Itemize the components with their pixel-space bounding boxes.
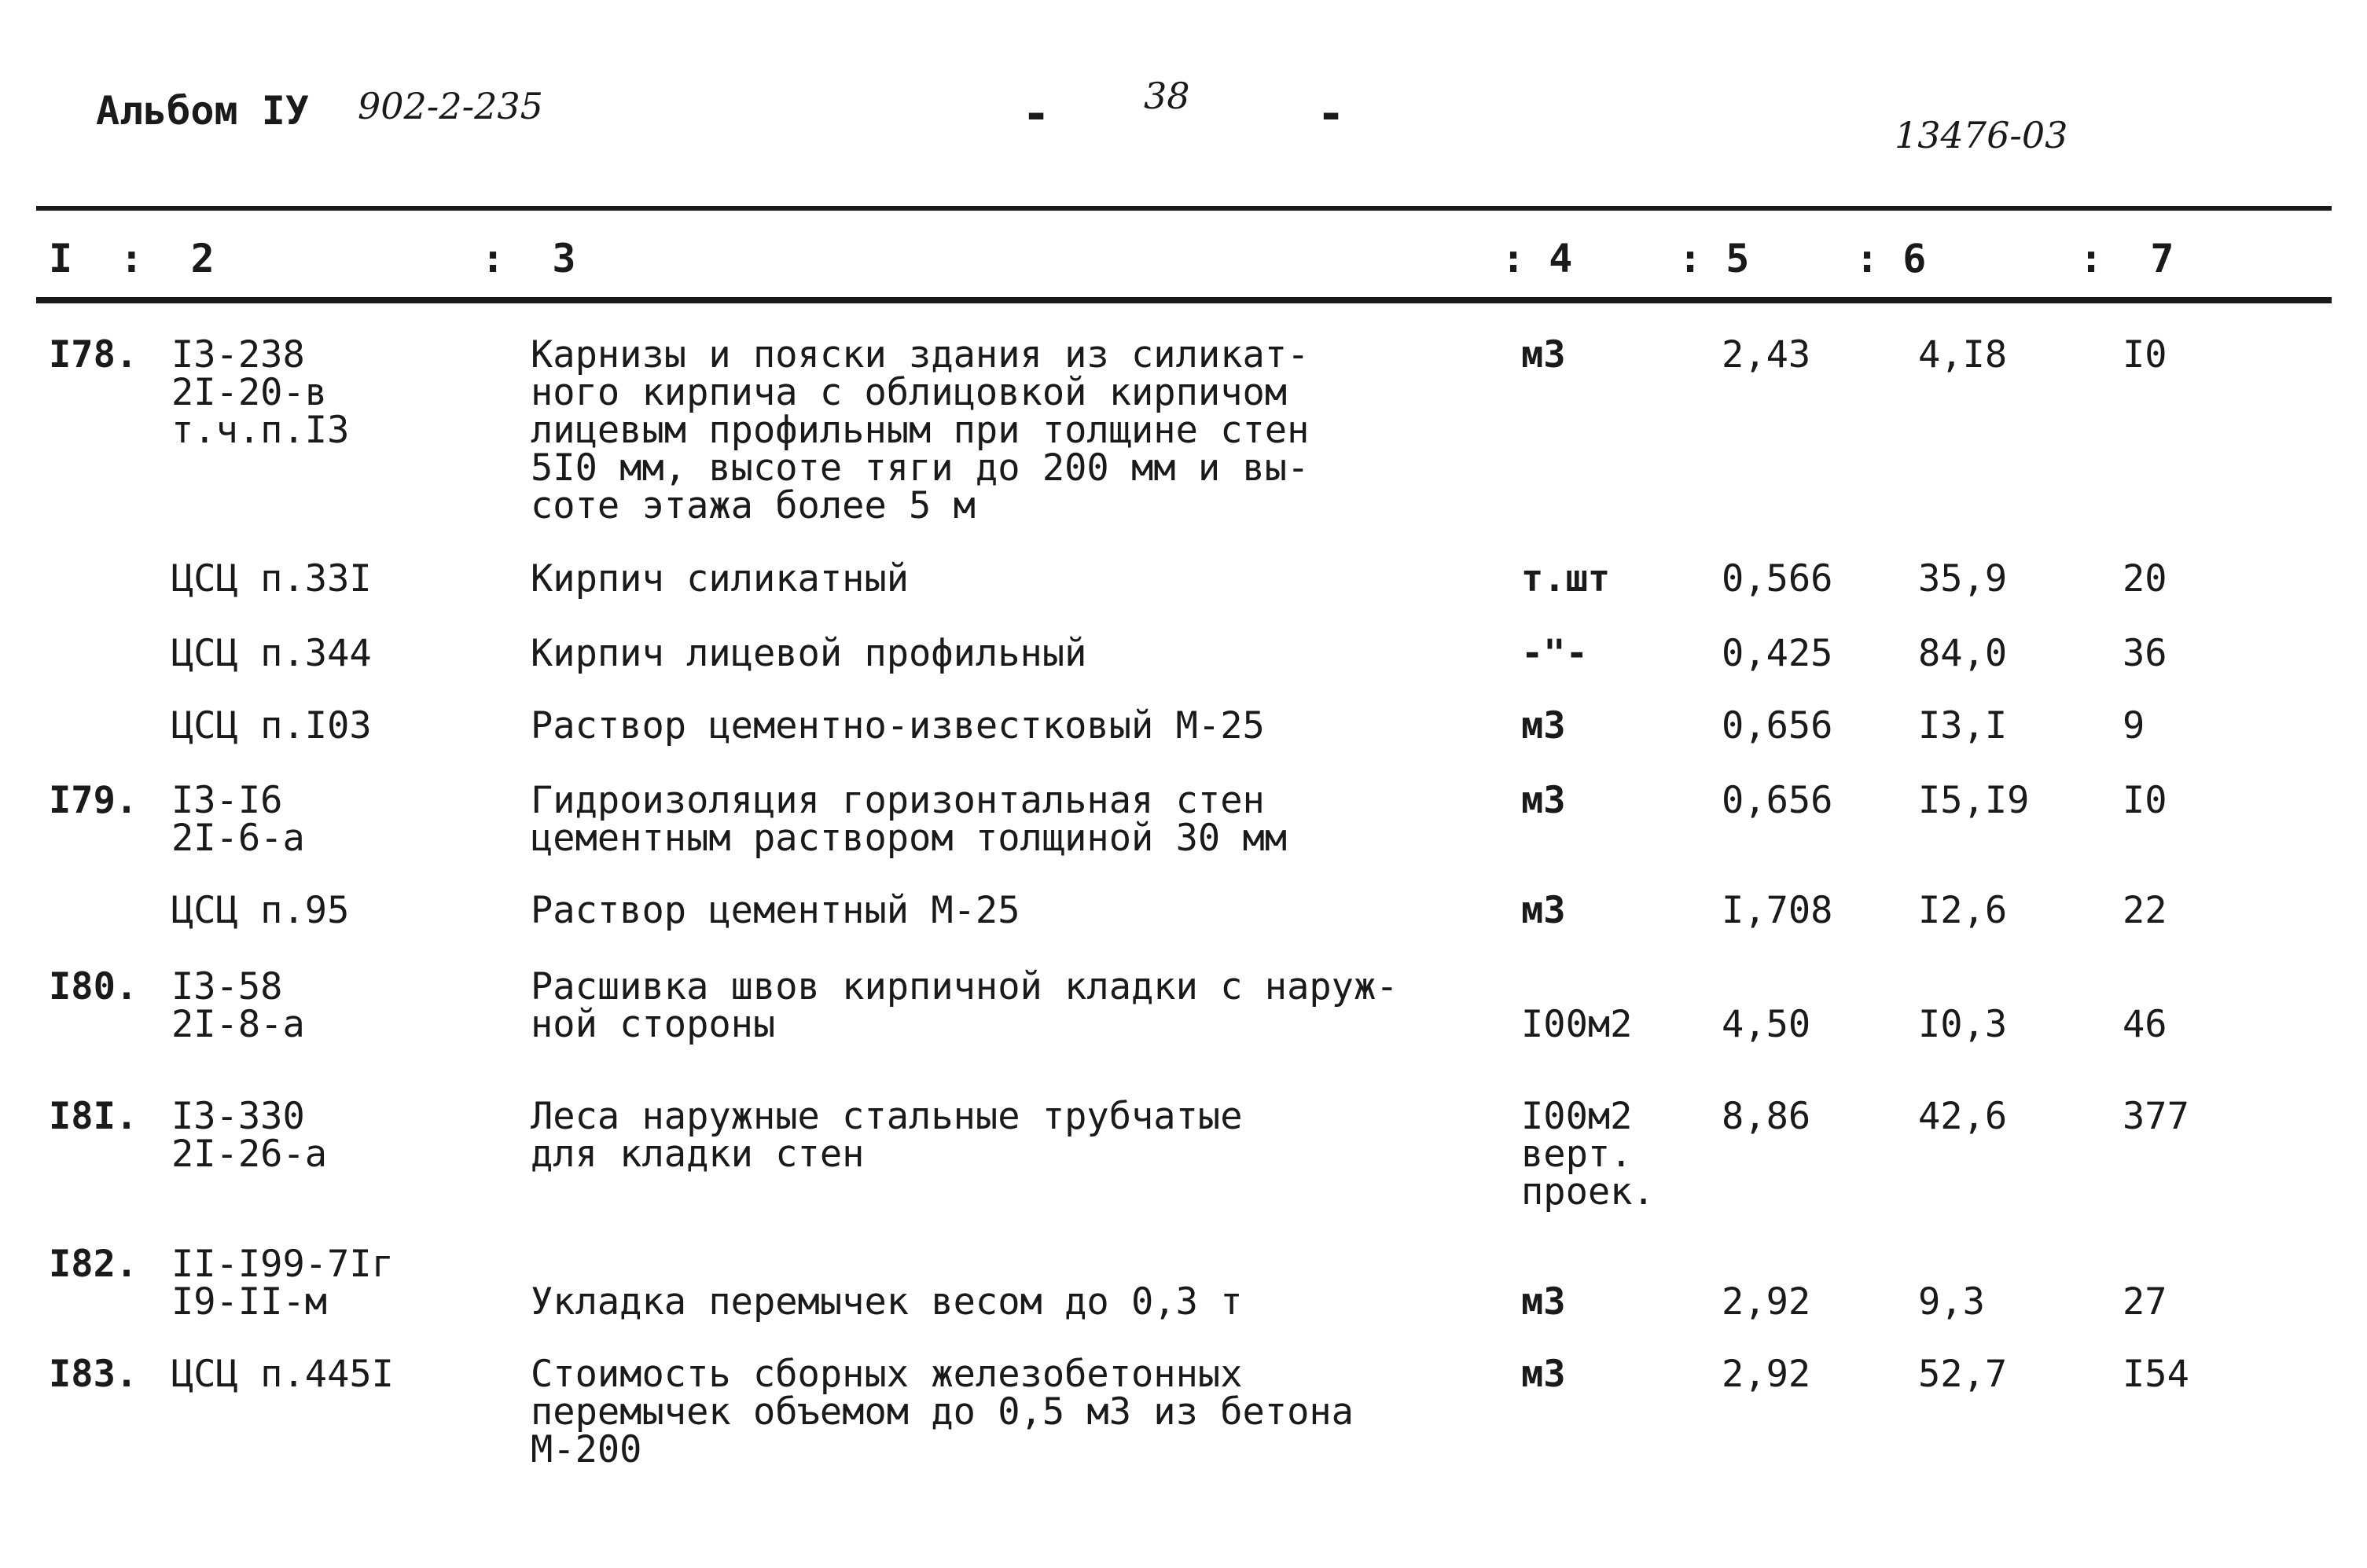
quantity: 2,92 bbox=[1722, 1280, 1811, 1324]
header-rule bbox=[36, 297, 2332, 303]
row-number: I79. bbox=[49, 779, 138, 822]
unit: м3 bbox=[1521, 333, 1566, 376]
column-label: 4 bbox=[1549, 236, 1573, 281]
row-number: I8I. bbox=[49, 1095, 138, 1138]
norm-code: ЦСЦ п.445I bbox=[171, 1353, 394, 1396]
total-cost: I54 bbox=[2123, 1353, 2189, 1396]
total-cost: 27 bbox=[2123, 1280, 2167, 1324]
column-header-6: : 6 bbox=[1855, 236, 1927, 281]
column-header-3: : 3 bbox=[481, 236, 576, 281]
norm-code: II-I99-7Iг I9-II-м bbox=[171, 1243, 394, 1324]
row-number: I78. bbox=[49, 333, 138, 376]
unit-price: 52,7 bbox=[1918, 1353, 2008, 1396]
unit: м3 bbox=[1521, 1353, 1566, 1396]
work-description: Раствор цементный М-25 bbox=[531, 889, 1020, 932]
column-label: 3 bbox=[552, 236, 576, 281]
column-label: 7 bbox=[2150, 236, 2174, 281]
total-cost: 36 bbox=[2123, 632, 2167, 675]
column-label: 2 bbox=[190, 236, 215, 281]
column-label: I bbox=[49, 236, 73, 281]
unit-price: I2,6 bbox=[1918, 889, 2008, 932]
total-cost: I0 bbox=[2123, 779, 2167, 822]
top-rule bbox=[36, 206, 2332, 211]
quantity: 0,656 bbox=[1722, 704, 1833, 747]
total-cost: 9 bbox=[2123, 704, 2145, 747]
series-code: 902-2-235 bbox=[358, 85, 543, 127]
column-header-7: : 7 bbox=[2079, 236, 2174, 281]
quantity: 2,92 bbox=[1722, 1353, 1811, 1396]
dash-right: - bbox=[1317, 86, 1346, 141]
quantity: 8,86 bbox=[1722, 1095, 1811, 1138]
dash-left: - bbox=[1022, 86, 1051, 141]
norm-code: I3-58 2I-8-а bbox=[171, 965, 305, 1046]
total-cost: 20 bbox=[2123, 557, 2167, 600]
work-description: Карнизы и пояски здания из силикат- ного кирпича с облицовкой кирпичом лицевым профильным при толщине стен 5I0 мм, высоте тяги до 200 мм и вы- соте этажа более 5 м bbox=[531, 333, 1310, 527]
quantity: 2,43 bbox=[1722, 333, 1811, 376]
unit: м3 bbox=[1521, 779, 1566, 822]
unit-price: 84,0 bbox=[1918, 632, 2008, 675]
unit-price: I3,I bbox=[1918, 704, 2008, 747]
work-description: Гидроизоляция горизонтальная стен цементным раствором толщиной 30 мм bbox=[531, 779, 1288, 860]
row-number: I83. bbox=[49, 1353, 138, 1396]
page-number: 38 bbox=[1144, 75, 1190, 117]
unit: м3 bbox=[1521, 1280, 1566, 1324]
column-label: 6 bbox=[1902, 236, 1927, 281]
quantity: I,708 bbox=[1722, 889, 1833, 932]
norm-code: ЦСЦ п.33I bbox=[171, 557, 372, 600]
unit: I00м2 верт. проек. bbox=[1521, 1095, 1655, 1214]
norm-code: ЦСЦ п.I03 bbox=[171, 704, 372, 747]
work-description: Укладка перемычек весом до 0,3 т bbox=[531, 1280, 1243, 1324]
document-code: 13476-03 bbox=[1895, 114, 2068, 156]
norm-code: I3-330 2I-26-а bbox=[171, 1095, 328, 1176]
unit-price: 4,I8 bbox=[1918, 333, 2008, 376]
total-cost: 377 bbox=[2123, 1095, 2189, 1138]
column-header-1: I : 2 bbox=[49, 236, 215, 281]
row-number: I80. bbox=[49, 965, 138, 1008]
total-cost: 46 bbox=[2123, 1003, 2167, 1046]
quantity: 0,656 bbox=[1722, 779, 1833, 822]
total-cost: I0 bbox=[2123, 333, 2167, 376]
unit: м3 bbox=[1521, 889, 1566, 932]
unit-price: I0,3 bbox=[1918, 1003, 2008, 1046]
row-number: I82. bbox=[49, 1243, 138, 1286]
unit: I00м2 bbox=[1521, 1003, 1633, 1046]
total-cost: 22 bbox=[2123, 889, 2167, 932]
column-header-5: : 5 bbox=[1678, 236, 1750, 281]
work-description: Раствор цементно-известковый М-25 bbox=[531, 704, 1265, 747]
column-header-4: : 4 bbox=[1501, 236, 1573, 281]
unit-price: 35,9 bbox=[1918, 557, 2008, 600]
column-label: 5 bbox=[1726, 236, 1750, 281]
norm-code: I3-I6 2I-6-а bbox=[171, 779, 305, 860]
unit-price: 9,3 bbox=[1918, 1280, 1985, 1324]
work-description: Стоимость сборных железобетонных перемычек объемом до 0,5 м3 из бетона М-200 bbox=[531, 1353, 1354, 1471]
work-description: Кирпич силикатный bbox=[531, 557, 910, 600]
norm-code: ЦСЦ п.344 bbox=[171, 632, 372, 675]
album-label: Альбом IУ bbox=[96, 88, 309, 134]
norm-code: ЦСЦ п.95 bbox=[171, 889, 350, 932]
norm-code: I3-238 2I-20-в т.ч.п.I3 bbox=[171, 333, 350, 452]
quantity: 4,50 bbox=[1722, 1003, 1811, 1046]
unit-price: I5,I9 bbox=[1918, 779, 2030, 822]
work-description: Леса наружные стальные трубчатые для кладки стен bbox=[531, 1095, 1243, 1176]
quantity: 0,425 bbox=[1722, 632, 1833, 675]
unit-price: 42,6 bbox=[1918, 1095, 2008, 1138]
unit: т.шт bbox=[1521, 557, 1611, 600]
work-description: Кирпич лицевой профильный bbox=[531, 632, 1087, 675]
work-description: Расшивка швов кирпичной кладки с наруж- ной стороны bbox=[531, 965, 1399, 1046]
unit: м3 bbox=[1521, 704, 1566, 747]
unit: -"- bbox=[1521, 632, 1588, 675]
quantity: 0,566 bbox=[1722, 557, 1833, 600]
